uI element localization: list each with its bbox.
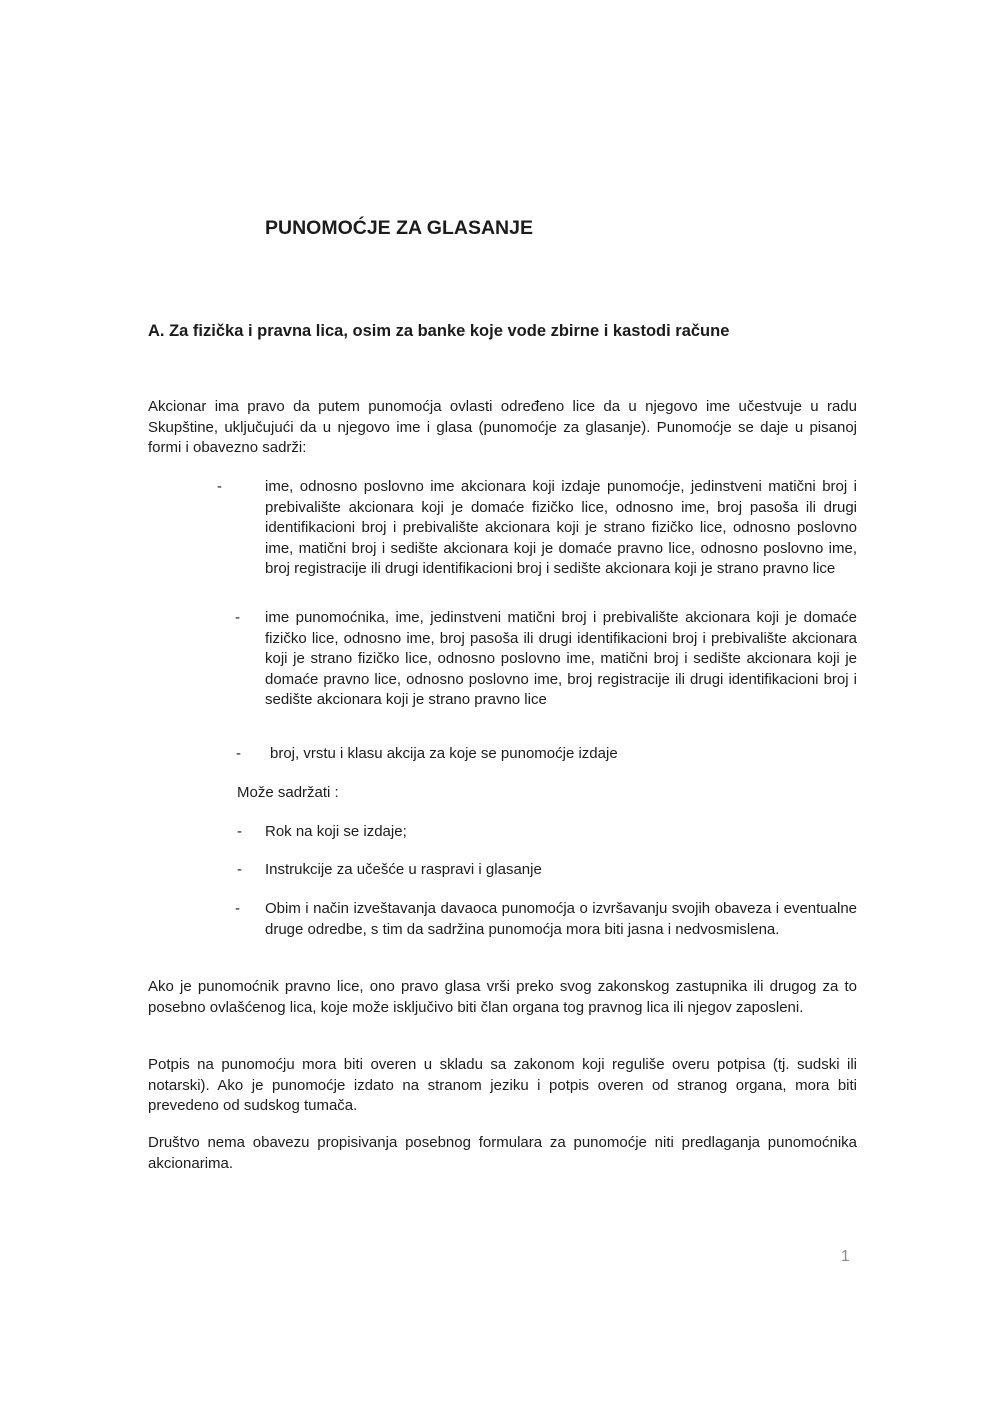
bullet-marker: -: [217, 478, 222, 495]
list-item-text: ime, odnosno poslovno ime akcionara koji izdaje punomoćje, jedinstveni matični broj i prebivalište akcionara koji je domaće fizičko lice, odnosno ime, broj pasoša ili drugi identifikacioni broj i prebivalište akcionara koji je strano fizičko lice, odnosno poslovno ime, matični broj i sedište akcionara koji je domaće pravno lice, odnosno poslovno ime, broj registracije ili drugi identifikacioni broj i sedište akcionara koji je strano pravno lice: [265, 478, 857, 578]
list-item-text: broj, vrstu i klasu akcija za koje se punomoćje izdaje: [270, 745, 618, 762]
body-paragraph: Društvo nema obavezu propisivanja posebnog formulara za punomoćje niti predlaganja punomoćnika akcionarima.: [148, 1134, 857, 1172]
list-item: [237, 822, 407, 843]
list-item: [237, 860, 542, 881]
list-item-text: Rok na koji se izdaje;: [265, 823, 407, 840]
list-item: [217, 477, 857, 580]
list-item-text: Obim i način izveštavanja davaoca punomoćja o izvršavanju svojih obaveza i eventualne druge odredbe, s tim da sadržina punomoćja mora biti jasna i nedvosmislena.: [265, 900, 857, 938]
page-number: 1: [841, 1248, 850, 1265]
section-heading: A. Za fizička i pravna lica, osim za banke koje vode zbirne i kastodi račune: [148, 322, 730, 340]
document-title: PUNOMOĆJE ZA GLASANJE: [265, 217, 533, 239]
intro-paragraph: Akcionar ima pravo da putem punomoćja ovlasti određeno lice da u njegovo ime učestvuje u radu Skupštine, uključujući da u njegovo ime i glasa (punomoćje za glasanje). Punomoćje se daje u pisanoj formi i obavezno sadrži:: [148, 398, 857, 457]
optional-contents-heading: Može sadržati :: [237, 784, 339, 801]
list-item-text: ime punomoćnika, ime, jedinstveni matični broj i prebivalište akcionara koji je domaće fizičko lice, odnosno ime, broj pasoša ili drugi identifikacioni broj i prebivalište akcionara koji je strano fizičko lice, odnosno poslovno ime, matični broj i sedište akcionara koji je domaće pravno lice, odnosno poslovno ime, broj registracije ili drugi identifikacioni broj i sedište akcionara koji je strano pravno lice: [265, 609, 857, 709]
bullet-marker: -: [237, 861, 242, 878]
body-paragraph: Potpis na punomoćju mora biti overen u skladu sa zakonom koji reguliše overu potpisa (tj. sudski ili notarski). Ako je punomoćje izdato na stranom jeziku i potpis overen od stranog organa, mora biti prevedeno od sudskog tumača.: [148, 1056, 857, 1115]
list-item: [236, 744, 618, 765]
list-item: [235, 608, 857, 711]
list-item: [235, 899, 857, 940]
bullet-marker: -: [237, 823, 242, 840]
bullet-marker: -: [235, 609, 240, 626]
body-paragraph: Ako je punomoćnik pravno lice, ono pravo glasa vrši preko svog zakonskog zastupnika ili drugog za to posebno ovlašćenog lica, koje može isključivo biti član organa tog pravnog lica ili njegov zaposleni.: [148, 978, 857, 1016]
bullet-marker: -: [235, 900, 240, 917]
list-item-text: Instrukcije za učešće u raspravi i glasanje: [265, 861, 542, 878]
bullet-marker: -: [236, 745, 241, 762]
